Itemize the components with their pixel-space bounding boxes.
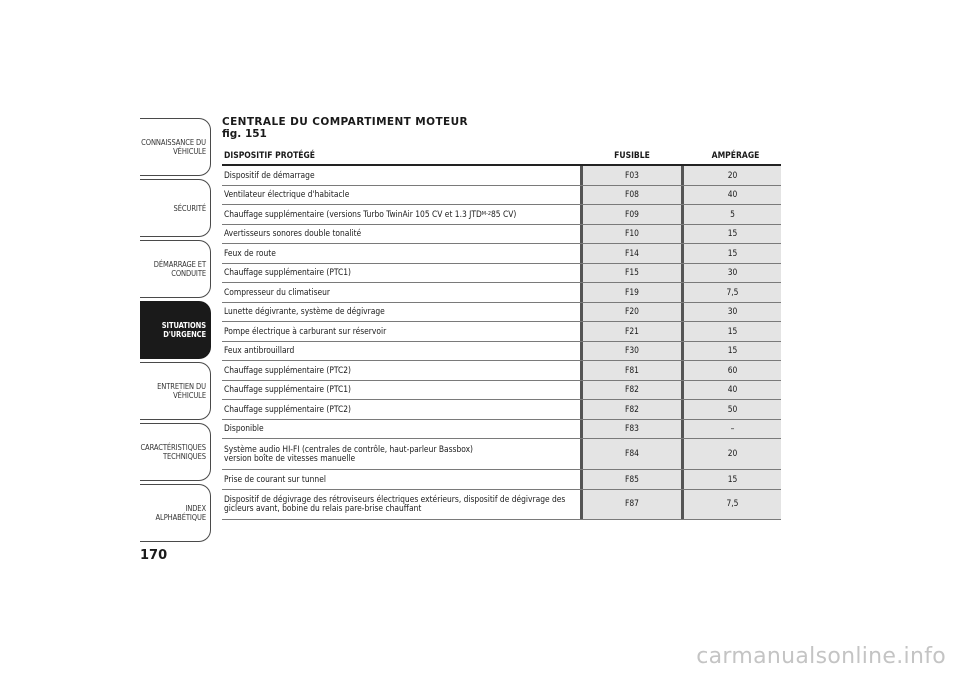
table-header bbox=[222, 148, 781, 166]
section-title: CENTRALE DU COMPARTIMENT MOTEUR bbox=[222, 116, 469, 128]
table-row bbox=[222, 225, 781, 245]
amperage-cell: 20 bbox=[684, 166, 781, 185]
device-cell: Dispositif de dégivrage des rétroviseurs électriques extérieurs, dispositif de dégivrage des gicleurs avant, bobine du relais pare-brise chauffant bbox=[224, 493, 566, 513]
fuse-cell: F14 bbox=[580, 244, 684, 263]
tab-connaissance-du-vehicule[interactable]: CONNAISSANCE DU VÉHICULE bbox=[140, 118, 211, 176]
tab-demarrage-et-conduite[interactable]: DÉMARRAGE ET CONDUITE bbox=[140, 240, 211, 298]
amperage-cell: 7,5 bbox=[684, 490, 781, 519]
device-cell: Feux de route bbox=[224, 247, 276, 258]
fuse-table bbox=[222, 148, 781, 520]
table-row bbox=[222, 322, 781, 342]
table-row bbox=[222, 420, 781, 440]
table-row bbox=[222, 381, 781, 401]
table-row bbox=[222, 400, 781, 420]
amperage-cell: 40 bbox=[684, 186, 781, 205]
amperage-cell: 30 bbox=[684, 303, 781, 322]
table-row bbox=[222, 361, 781, 381]
device-cell: Disponible bbox=[224, 423, 264, 433]
fuse-cell: F09 bbox=[580, 205, 684, 224]
table-row bbox=[222, 342, 781, 362]
fuse-cell: F19 bbox=[580, 283, 684, 302]
tab-index-alphabetique[interactable]: INDEX ALPHABÉTIQUE bbox=[140, 484, 211, 542]
amperage-cell: 15 bbox=[684, 322, 781, 341]
fuse-cell: F82 bbox=[580, 381, 684, 400]
fuse-cell: F20 bbox=[580, 303, 684, 322]
device-cell: Compresseur du climatiseur bbox=[224, 286, 331, 297]
table-row bbox=[222, 244, 781, 264]
fuse-cell: F10 bbox=[580, 225, 684, 244]
fuse-cell: F85 bbox=[580, 470, 684, 489]
page-number: 170 bbox=[140, 548, 168, 563]
amperage-cell: 15 bbox=[684, 225, 781, 244]
device-cell: Système audio HI-FI (centrales de contrôle, haut-parleur Bassbox) version boîte de vitesses manuelle bbox=[224, 443, 474, 463]
device-cell: Pompe électrique à carburant sur réservoir bbox=[224, 325, 387, 336]
header-device: DISPOSITIF PROTÉGÉ bbox=[224, 151, 316, 161]
tab-caracteristiques-techniques[interactable]: CARACTÉRISTIQUES TECHNIQUES bbox=[140, 423, 211, 481]
fuse-cell: F82 bbox=[580, 400, 684, 419]
device-cell: Avertisseurs sonores double tonalité bbox=[224, 228, 362, 238]
table-row bbox=[222, 470, 781, 490]
amperage-cell: 7,5 bbox=[684, 283, 781, 302]
amperage-cell: 40 bbox=[684, 381, 781, 400]
device-cell: Chauffage supplémentaire (versions Turbo TwinAir 105 CV et 1.3 JTD M-2 85 CV) bbox=[224, 208, 517, 219]
amperage-cell: 50 bbox=[684, 400, 781, 419]
device-cell: Prise de courant sur tunnel bbox=[224, 473, 326, 484]
device-cell: Chauffage supplémentaire (PTC2) bbox=[224, 403, 352, 414]
device-cell: Chauffage supplémentaire (PTC2) bbox=[224, 364, 352, 375]
amperage-cell: 20 bbox=[684, 439, 781, 469]
table-row bbox=[222, 205, 781, 225]
tab-securite[interactable]: SÉCURITÉ bbox=[140, 179, 211, 237]
chapter-tabs bbox=[140, 118, 211, 545]
table-row bbox=[222, 303, 781, 323]
watermark: carmanualsonline.info bbox=[696, 644, 946, 669]
table-row bbox=[222, 186, 781, 206]
fuse-cell: F30 bbox=[580, 342, 684, 361]
header-fuse: FUSIBLE bbox=[614, 151, 650, 161]
fuse-cell: F83 bbox=[580, 420, 684, 439]
device-cell: Lunette dégivrante, système de dégivrage bbox=[224, 306, 385, 316]
device-cell: Feux antibrouillard bbox=[224, 345, 295, 355]
device-cell: Ventilateur électrique d'habitacle bbox=[224, 189, 350, 199]
fuse-cell: F03 bbox=[580, 166, 684, 185]
tab-entretien-du-vehicule[interactable]: ENTRETIEN DU VÉHICULE bbox=[140, 362, 211, 420]
amperage-cell: 15 bbox=[684, 342, 781, 361]
fuse-cell: F08 bbox=[580, 186, 684, 205]
tab-situations-d-urgence[interactable]: SITUATIONS D'URGENCE bbox=[140, 301, 211, 359]
table-row bbox=[222, 439, 781, 470]
amperage-cell: 15 bbox=[684, 470, 781, 489]
header-amperage: AMPÉRAGE bbox=[711, 151, 760, 161]
table-row bbox=[222, 283, 781, 303]
amperage-cell: – bbox=[684, 420, 781, 439]
amperage-cell: 15 bbox=[684, 244, 781, 263]
fuse-cell: F21 bbox=[580, 322, 684, 341]
amperage-cell: 60 bbox=[684, 361, 781, 380]
table-row bbox=[222, 166, 781, 186]
figure-reference: fig. 151 bbox=[222, 128, 267, 140]
amperage-cell: 30 bbox=[684, 264, 781, 283]
fuse-cell: F15 bbox=[580, 264, 684, 283]
device-cell: Chauffage supplémentaire (PTC1) bbox=[224, 384, 352, 394]
table-row bbox=[222, 264, 781, 284]
device-cell: Dispositif de démarrage bbox=[224, 169, 315, 180]
fuse-cell: F84 bbox=[580, 439, 684, 469]
amperage-cell: 5 bbox=[684, 205, 781, 224]
fuse-cell: F81 bbox=[580, 361, 684, 380]
device-cell: Chauffage supplémentaire (PTC1) bbox=[224, 267, 352, 277]
table-row bbox=[222, 490, 781, 520]
fuse-cell: F87 bbox=[580, 490, 684, 519]
